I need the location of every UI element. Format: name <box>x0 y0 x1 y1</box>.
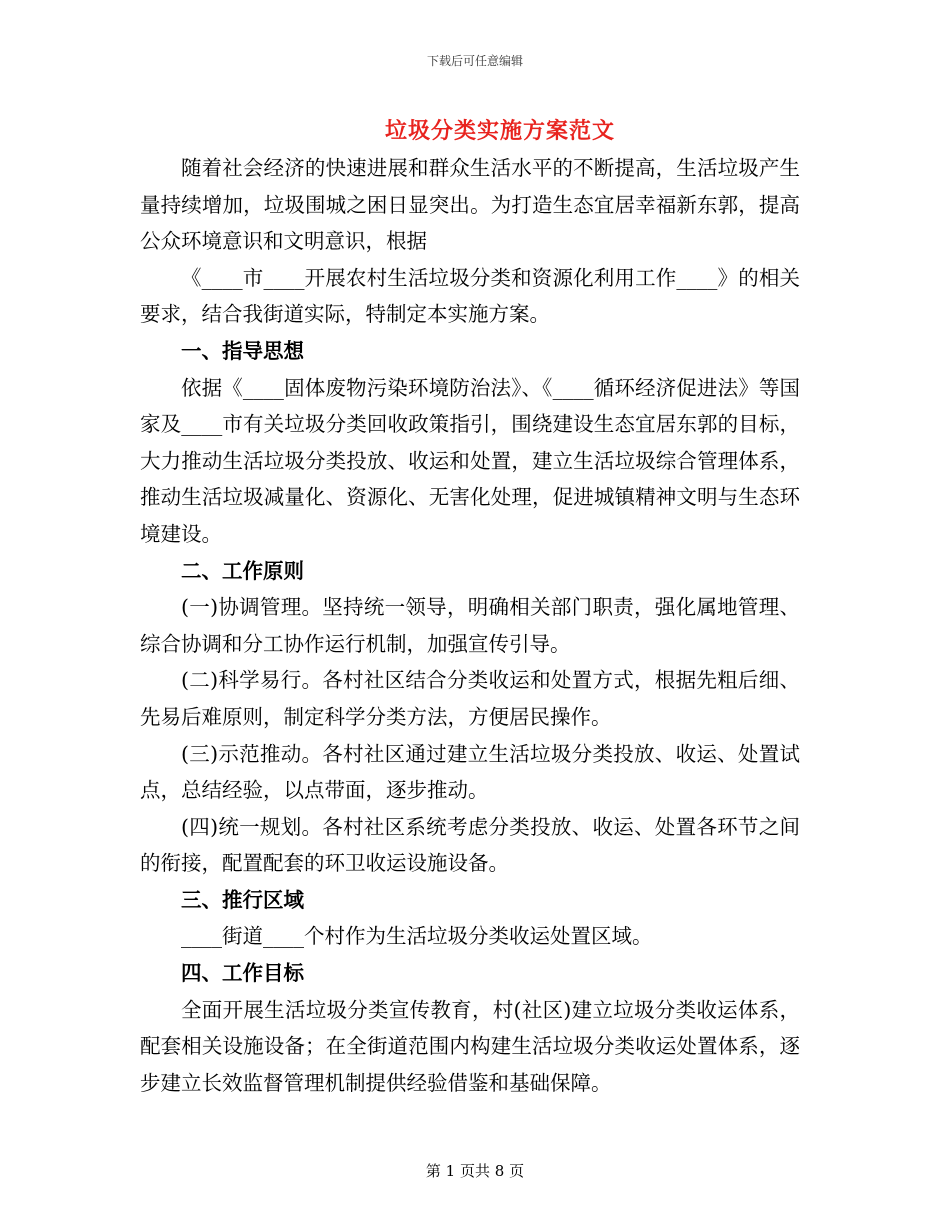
heading-guiding-ideology: 一、指导思想 <box>181 338 304 363</box>
paragraph-principle-4: (四)统一规划。各村社区系统考虑分类投放、收运、处置各环节之间的衔接，配置配套的环卫收运设施设备。 <box>140 814 800 876</box>
paragraph-principle-3: (三)示范推动。各村社区通过建立生活垃圾分类投放、收运、处置试点，总结经验，以点带面，逐步推动。 <box>140 741 800 803</box>
paragraph-principle-2: (二)科学易行。各村社区结合分类收运和处置方式，根据先粗后细、先易后难原则，制定科学分类方法，方便居民操作。 <box>140 668 800 729</box>
document-body <box>140 150 800 1101</box>
paragraph-basis: 《____市____开展农村生活垃圾分类和资源化利用工作____》的相关要求，结合我街道实际，特制定本实施方案。 <box>140 265 800 327</box>
page-number: 第 1 页共 8 页 <box>425 1162 525 1180</box>
paragraph-guiding-ideology: 依据《____固体废物污染环境防治法》、《____循环经济促进法》等国家及____市有关垃圾分类回收政策指引，围绕建设生态宜居东郭的目标，大力推动生活垃圾分类投放、收运和处置，建立生活垃圾综合管理体系，推动生活垃圾减量化、资源化、无害化处理，促进城镇精神文明与生态环境建设。 <box>140 375 800 546</box>
document-title: 垃圾分类实施方案范文 <box>384 119 615 144</box>
paragraph-intro: 随着社会经济的快速进展和群众生活水平的不断提高，生活垃圾产生量持续增加，垃圾围城之困日显突出。为打造生态宜居幸福新东郭，提高公众环境意识和文明意识，根据 <box>140 156 800 254</box>
heading-implementation-area: 三、推行区域 <box>181 887 304 912</box>
paragraph-work-goals: 全面开展生活垃圾分类宣传教育，村(社区)建立垃圾分类收运体系，配套相关设施设备；在全街道范围内构建生活垃圾分类收运处置体系，逐步建立长效监督管理机制提供经验借鉴和基础保障。 <box>140 997 800 1095</box>
heading-work-principles: 二、工作原则 <box>181 558 304 583</box>
paragraph-principle-1: (一)协调管理。坚持统一领导，明确相关部门职责，强化属地管理、综合协调和分工协作运行机制，加强宣传引导。 <box>140 595 800 656</box>
header-note: 下载后可任意编辑 <box>426 54 523 68</box>
paragraph-implementation-area: ____街道____个村作为生活垃圾分类收运处置区域。 <box>181 924 653 949</box>
heading-work-goals: 四、工作目标 <box>181 961 304 986</box>
